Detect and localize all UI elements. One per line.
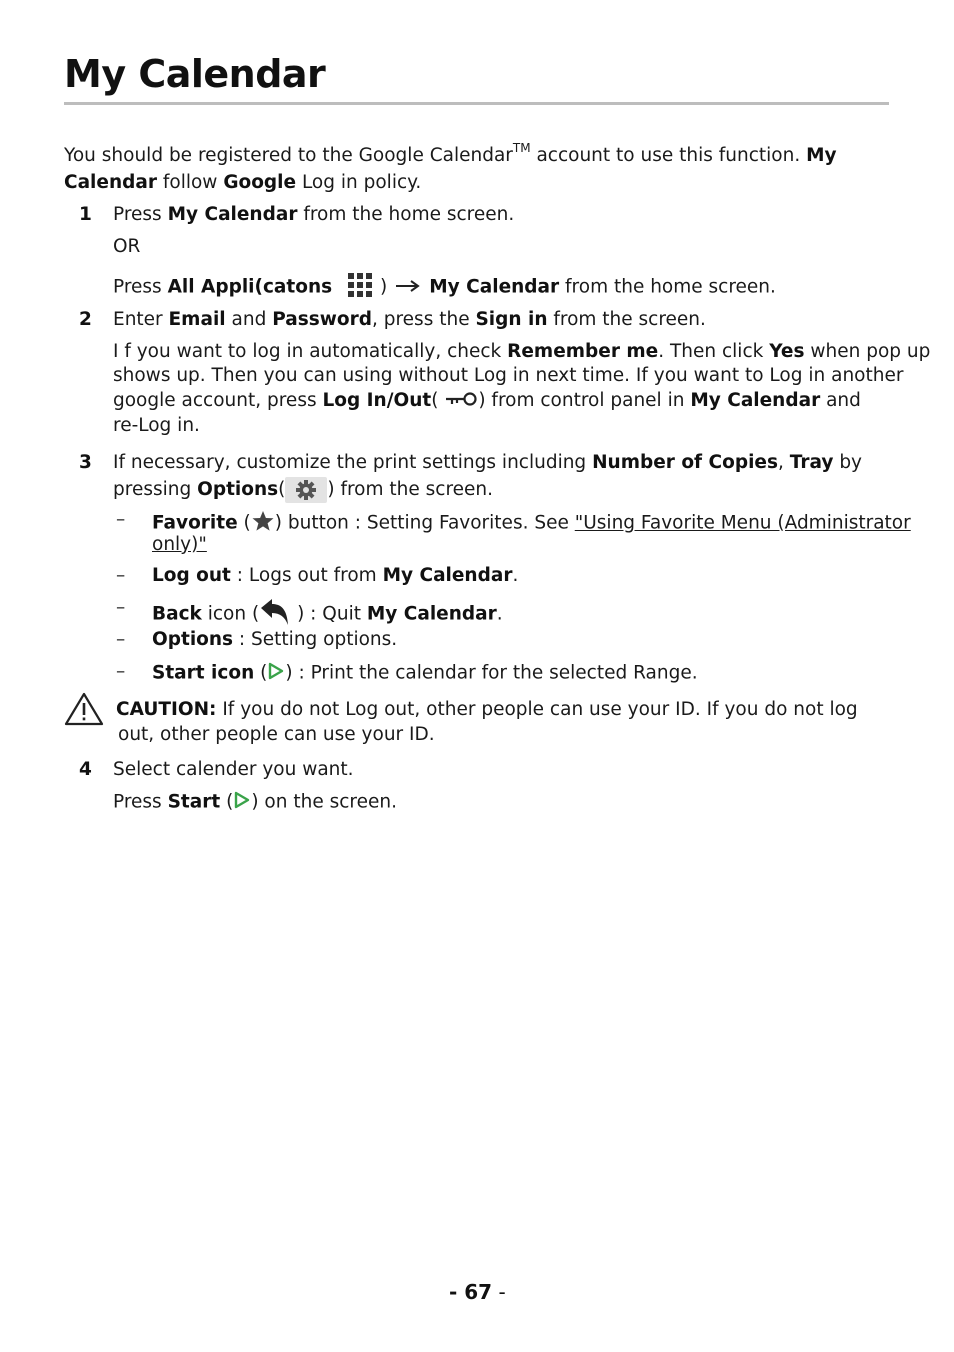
caution-line-2: out, other people can use your ID.: [118, 724, 435, 745]
bullet-dash: –: [116, 597, 126, 618]
favorite-link-line-2: [152, 534, 207, 555]
bullet-dash: –: [116, 509, 126, 530]
step-number-2: 2: [79, 309, 92, 330]
play-icon: [233, 790, 251, 815]
step3-line-1: If necessary, customize the print settings including Number of Copies, Tray by: [113, 452, 863, 473]
step2-para-line-2: shows up. Then you can using without Log in next time. If you want to Log in another: [113, 365, 904, 386]
bullet-dash: –: [116, 565, 126, 586]
step1-line-1: Press My Calendar from the home screen.: [113, 204, 515, 225]
page-title: My Calendar: [64, 52, 326, 96]
bullet-start: Start icon ( ) : Print the calendar for the selected Range.: [152, 661, 698, 686]
step-number-4: 4: [79, 759, 92, 780]
intro-line-1: You should be registered to the Google Calendar™ account to use this function. My: [64, 140, 837, 166]
bullet-dash: –: [116, 629, 126, 650]
bullet-options: Options : Setting options.: [152, 629, 398, 650]
intro-line-2: Calendar follow Google Log in policy.: [64, 172, 422, 193]
step1-line-2: Press All Appli(catons ) My Calendar from the home screen.: [113, 272, 776, 303]
bullet-favorite: Favorite ( ) button : Setting Favorites. See "Using Favorite Menu (Administrator: [152, 509, 911, 538]
step2-para-line-1: I f you want to log in automatically, check Remember me. Then click Yes when pop up: [113, 341, 931, 362]
caution-line-1: CAUTION: If you do not Log out, other people can use your ID. If you do not log: [116, 699, 858, 720]
bullet-back: Back icon ( ) : Quit My Calendar.: [152, 597, 503, 632]
warning-icon: [64, 692, 104, 730]
play-icon: [267, 661, 285, 686]
step2-line-1: Enter Email and Password, press the Sign in from the screen.: [113, 309, 706, 330]
step2-para-line-4: re-Log in.: [113, 415, 200, 436]
apps-grid-icon: [346, 272, 374, 303]
favorite-menu-link[interactable]: "Using Favorite Menu (Administrator: [574, 512, 911, 534]
gear-icon: [285, 477, 327, 503]
step-number-3: 3: [79, 452, 92, 473]
step2-para-line-3: google account, press Log In/Out( ) from control panel in My Calendar and: [113, 390, 861, 411]
step1-or: OR: [113, 236, 141, 257]
step3-line-2: pressing Options( ) from the screen.: [113, 477, 493, 503]
page-number: - 67 -: [449, 1280, 506, 1304]
star-icon: [251, 509, 275, 538]
arrow-right-icon: [395, 277, 421, 298]
step4-line-1: Select calender you want.: [113, 759, 354, 780]
key-icon: [444, 391, 478, 412]
back-arrow-icon: [259, 597, 291, 632]
favorite-menu-link-cont[interactable]: only)": [152, 534, 207, 555]
bullet-logout: Log out : Logs out from My Calendar.: [152, 565, 519, 586]
bullet-dash: –: [116, 661, 126, 682]
title-divider: [64, 102, 889, 105]
step-number-1: 1: [79, 204, 92, 225]
step4-line-2: Press Start ( ) on the screen.: [113, 790, 397, 815]
